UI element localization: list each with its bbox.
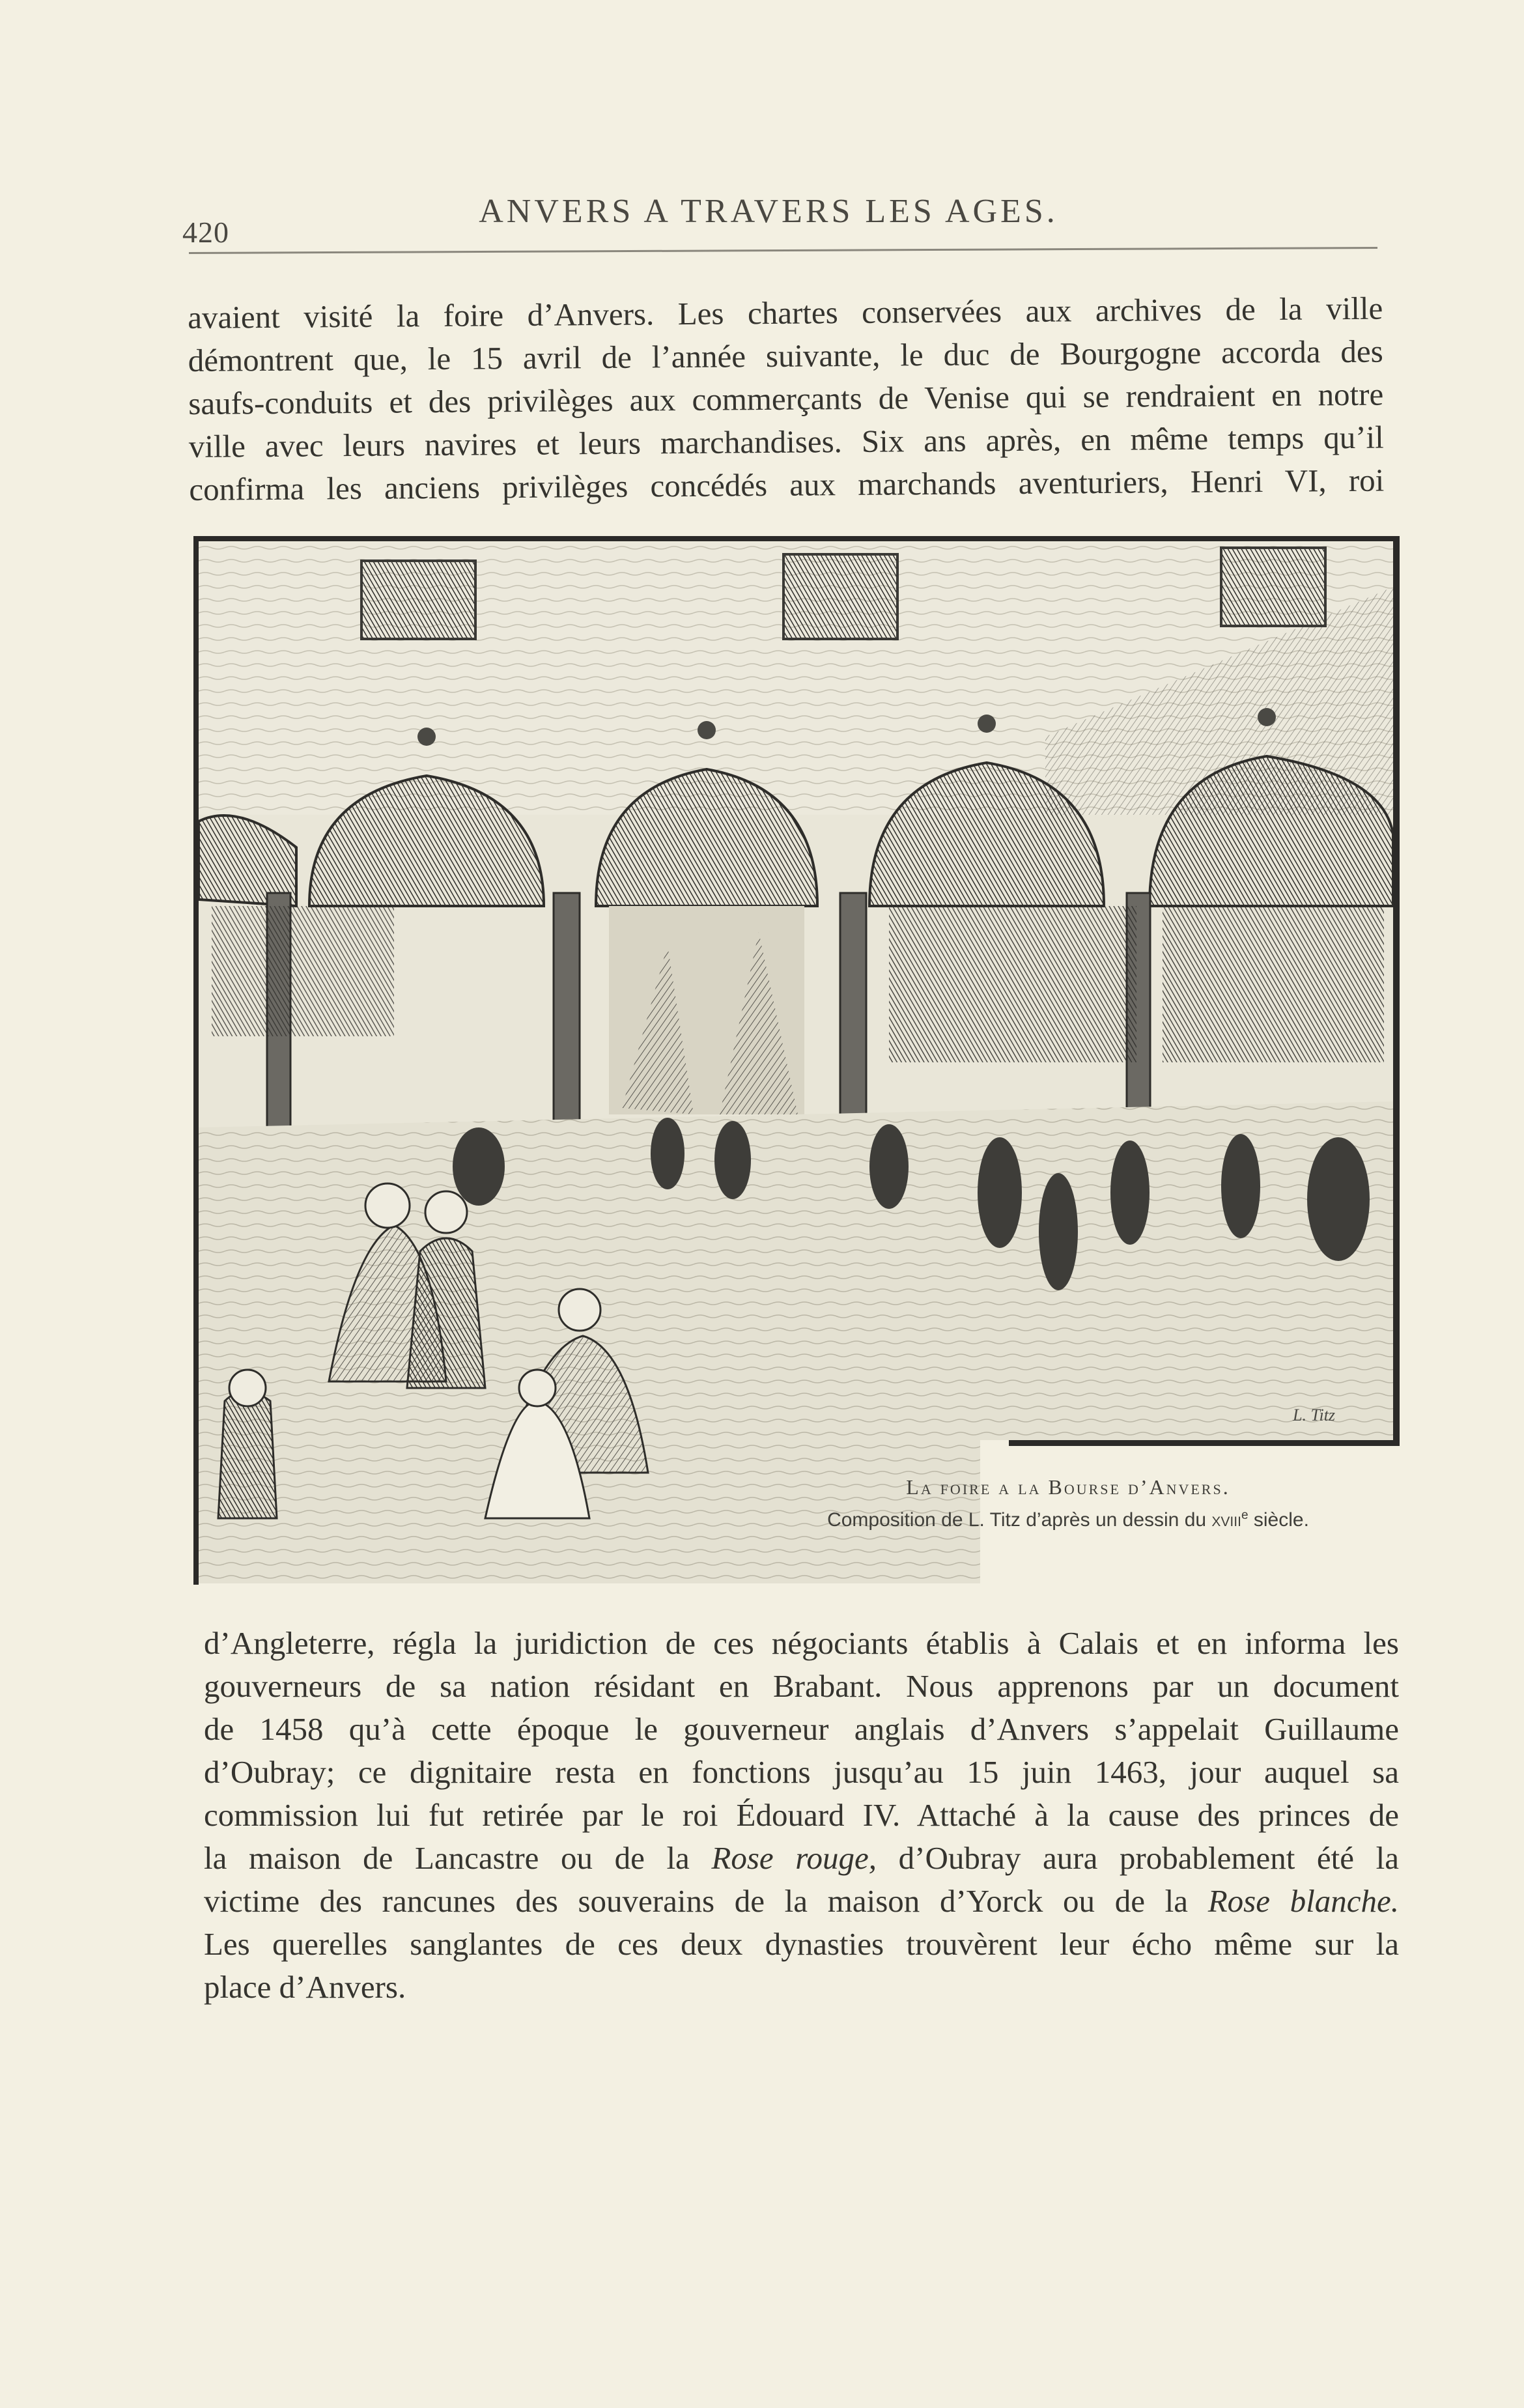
- caption-credit: [762, 1509, 1374, 1531]
- text-segment: d’Oubray aura probablement été la: [877, 1840, 1400, 1876]
- caption-credit-end: siècle.: [1248, 1509, 1309, 1531]
- paragraph-bottom: [204, 1622, 1399, 2009]
- figure-caption: [762, 1475, 1374, 1531]
- italic-rose-rouge: Rose rouge,: [711, 1840, 877, 1876]
- text-line: ville avec leurs navires et leurs marchandises. Six ans après, en même temps qu’il: [188, 419, 1384, 464]
- text-line: Les querelles sanglantes de ces deux dynasties trouvèrent leur écho même sur la: [204, 1926, 1399, 1962]
- text-line: saufs-conduits et des privilèges aux commerçants de Venise qui se rendraient en notre: [188, 376, 1384, 421]
- text-line: [204, 1880, 1399, 1923]
- paragraph-top: [188, 287, 1385, 511]
- text-line: [204, 1837, 1399, 1880]
- caption-credit-text: Composition de L. Titz d’après un dessin du: [827, 1509, 1212, 1531]
- caption-century: xviii: [1211, 1509, 1241, 1531]
- page-number: 420: [182, 216, 229, 249]
- text-line: confirma les anciens privilèges concédés aux marchands aventuriers, Henri VI, roi: [189, 462, 1385, 507]
- text-line: d’Oubray; ce dignitaire resta en fonctions jusqu’au 15 juin 1463, jour auquel sa: [204, 1754, 1399, 1790]
- text-segment: la maison de Lancastre ou de la: [204, 1840, 712, 1876]
- text-line: d’Angleterre, régla la juridiction de ces négociants établis à Calais et en informa les: [204, 1625, 1399, 1661]
- engraving-signature: L. Titz: [1293, 1406, 1336, 1424]
- italic-rose-blanche: Rose blanche.: [1207, 1883, 1400, 1919]
- running-title: ANVERS A TRAVERS LES AGES.: [479, 193, 1058, 230]
- figure-right-border: [1393, 536, 1400, 1441]
- text-line: place d’Anvers.: [204, 1969, 406, 2005]
- header-rule: [189, 247, 1377, 254]
- text-line: gouverneurs de sa nation résidant en Brabant. Nous apprenons par un document: [204, 1668, 1399, 1704]
- caption-century-sup: e: [1241, 1509, 1249, 1522]
- text-line: de 1458 qu’à cette époque le gouverneur anglais d’Anvers s’appelait Guillaume: [204, 1711, 1399, 1747]
- text-line: avaient visité la foire d’Anvers. Les chartes conservées aux archives de la ville: [188, 290, 1383, 335]
- engraving-illustration: [199, 541, 1393, 1583]
- text-line: commission lui fut retirée par le roi Édouard IV. Attaché à la cause des princes de: [204, 1797, 1399, 1833]
- text-segment: victime des rancunes des souverains de la maison d’Yorck ou de la: [204, 1883, 1208, 1919]
- caption-title: La foire a la Bourse d’Anvers.: [906, 1475, 1230, 1499]
- engraving-figure: [193, 536, 1393, 1440]
- text-line: démontrent que, le 15 avril de l’année suivante, le duc de Bourgogne accorda des: [188, 333, 1383, 378]
